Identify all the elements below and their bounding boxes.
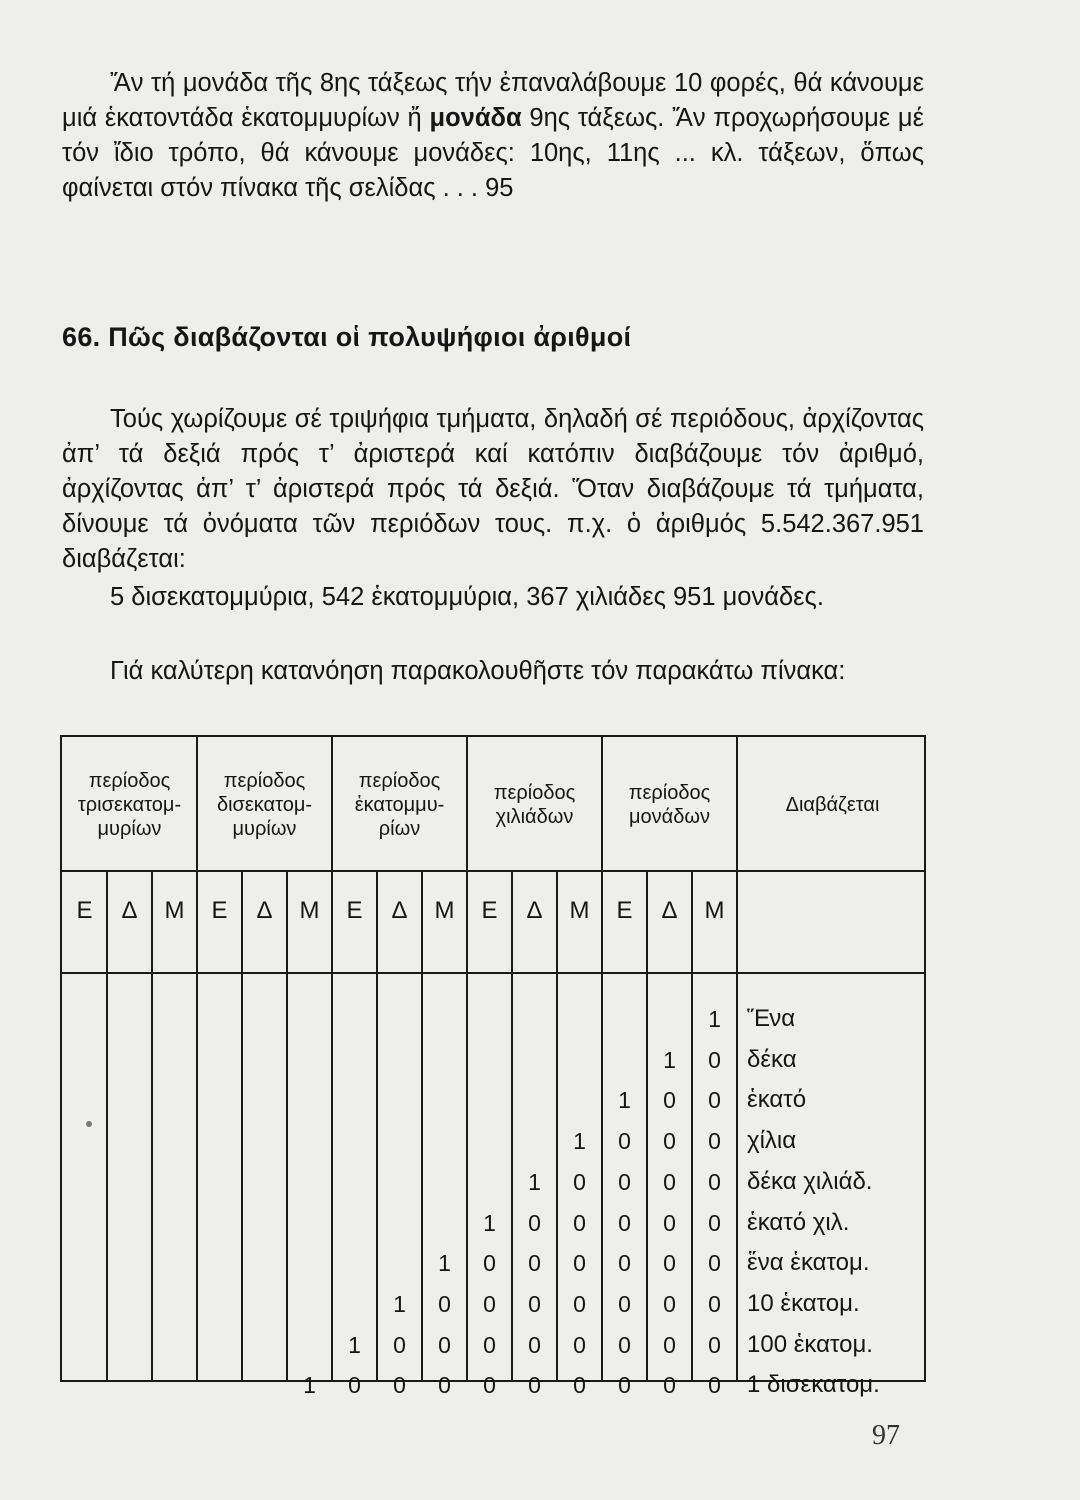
place-letter: Δ	[256, 897, 273, 924]
digit-cell: 0	[573, 1250, 586, 1277]
page-number: 97	[872, 1420, 900, 1451]
reading-word: ἑκατό	[747, 1086, 807, 1114]
digit-cell: 0	[663, 1209, 676, 1236]
digit-cell: 0	[618, 1128, 631, 1155]
header-line: ρίων	[378, 817, 421, 840]
digit-cell: 0	[663, 1331, 676, 1358]
place-letter: Δ	[391, 897, 408, 924]
digit-cell: 0	[348, 1372, 361, 1399]
table-row	[62, 999, 928, 1039]
place-letter: Ε	[211, 897, 228, 924]
header-line: τρισεκατομ-	[77, 793, 182, 816]
paragraph-ninth-order-text: Ἄν τή μονάδα τῆς 8ης τάξεως τήν ἐπαναλάβουμε 10 φορές, θά κάνουμε μιά ἑκατοντάδα ἑκατομμυρίων ἤ	[62, 69, 924, 132]
digit-cell: 1	[663, 1046, 676, 1073]
paragraph-example-reading: 5 δισεκατομμύρια, 542 ἑκατομμύρια, 367 χιλιάδες 951 μονάδες.	[110, 583, 824, 611]
digit-cell: 0	[483, 1290, 496, 1317]
bold-term-monada: μονάδα	[429, 104, 522, 132]
header-line: περίοδος	[223, 769, 306, 792]
table-row	[62, 1080, 928, 1120]
digit-cell: 0	[438, 1372, 451, 1399]
header-line: περίοδος	[88, 769, 171, 792]
digit-cell: 0	[573, 1372, 586, 1399]
digit-cell: 1	[618, 1087, 631, 1114]
digit-cell: 1	[573, 1128, 586, 1155]
digit-cell: 1	[393, 1290, 406, 1317]
digit-cell: 0	[618, 1250, 631, 1277]
digit-cell: 1	[483, 1209, 496, 1236]
digit-cell: 0	[663, 1128, 676, 1155]
place-letter: Μ	[299, 897, 320, 924]
digit-cell: 0	[528, 1372, 541, 1399]
digit-cell: 1	[303, 1372, 316, 1399]
digit-cell: 0	[663, 1250, 676, 1277]
digit-cell: 1	[708, 1006, 721, 1032]
table-row	[62, 1162, 928, 1202]
table-row	[62, 1121, 928, 1161]
period-header	[467, 737, 602, 872]
table-row	[62, 1203, 928, 1243]
paragraph-reading-rule: Τούς χωρίζουμε σέ τριψήφια τμήματα, δηλαδή σέ περιόδους, ἀρχίζοντας ἀπ’ τά δεξιά πρός τ’ ἀριστερά καί κατόπιν διαβάζουμε τόν ἀριθμό, ἀρχίζοντας ἀπ’ τ’ ἀριστερά πρός τά δεξιά. Ὅταν διαβάζουμε τά τμήματα, δίνουμε τά ὀνόματα τῶν περιόδων τους. π.χ. ὁ ἀριθμός 5.542.367.951 διαβάζεται:	[62, 405, 924, 573]
period-header	[602, 737, 737, 872]
reading-word: χίλια	[747, 1127, 797, 1155]
stray-mark	[86, 1121, 92, 1127]
paragraph-ninth-order-text-end: 9ης τάξεως. Ἄν προχωρήσουμε μέ τόν ἴδιο τρόπο, θά κάνουμε μονάδες: 10ης, 11ης ... κλ. τάξεων, ὅπως φαίνεται στόν πίνακα τῆς σελίδας . . . 95	[62, 104, 924, 202]
header-line: περίοδος	[358, 769, 441, 792]
reading-word: 10 ἑκατομ.	[747, 1289, 860, 1317]
table-row	[62, 1243, 928, 1283]
digit-cell: 0	[663, 1087, 676, 1114]
digit-cell: 0	[663, 1290, 676, 1317]
place-letter: Δ	[661, 897, 678, 924]
place-letter: Δ	[526, 897, 543, 924]
header-line: ἑκατομμυ-	[354, 793, 445, 816]
digit-cell: 0	[708, 1128, 721, 1155]
section-heading: 66. Πῶς διαβάζονται οἱ πολυψήφιοι ἀριθμοί	[62, 322, 632, 352]
digit-cell: 0	[393, 1372, 406, 1399]
digit-cell: 0	[573, 1331, 586, 1358]
digit-cell: 0	[708, 1168, 721, 1195]
place-letter: Ε	[346, 897, 363, 924]
header-line: μυρίων	[97, 817, 162, 840]
digit-cell: 0	[618, 1331, 631, 1358]
reading-word: δέκα χιλιάδ.	[747, 1167, 873, 1195]
digit-cell: 0	[573, 1290, 586, 1317]
digit-cell: 0	[528, 1209, 541, 1236]
reading-word: Ἕνα	[747, 1005, 796, 1032]
digit-cell: 0	[483, 1250, 496, 1277]
digit-cell: 0	[438, 1290, 451, 1317]
digit-cell: 1	[528, 1168, 541, 1195]
table-row	[62, 1365, 928, 1405]
header-line: μονάδων	[629, 805, 710, 828]
place-letter: Μ	[164, 897, 185, 924]
digit-cell: 0	[483, 1331, 496, 1358]
digit-cell: 0	[483, 1372, 496, 1399]
header-line: περίοδος	[628, 781, 711, 804]
digit-cell: 0	[663, 1372, 676, 1399]
digit-cell: 0	[708, 1331, 721, 1358]
digit-cell: 0	[708, 1250, 721, 1277]
reading-word: 1 δισεκατομ.	[747, 1371, 880, 1399]
place-letter: Ε	[481, 897, 498, 924]
digit-cell: 0	[618, 1209, 631, 1236]
paragraph-ninth-order	[62, 66, 924, 206]
place-letter: Ε	[616, 897, 633, 924]
reading-word: ἑκατό χιλ.	[747, 1208, 850, 1236]
digit-cell: 0	[528, 1331, 541, 1358]
digit-cell: 0	[528, 1290, 541, 1317]
period-header	[332, 737, 467, 872]
reading-header	[741, 737, 924, 872]
period-header	[197, 737, 332, 872]
digit-cell: 0	[708, 1087, 721, 1114]
digit-cell: 1	[438, 1250, 451, 1277]
reading-word: 100 ἑκατομ.	[747, 1330, 873, 1358]
table-row	[62, 1325, 928, 1365]
digit-cell: 0	[708, 1372, 721, 1399]
header-line: περίοδος	[493, 781, 576, 804]
place-letter: Ε	[76, 897, 93, 924]
digit-cell: 0	[618, 1290, 631, 1317]
digit-cell: 0	[663, 1168, 676, 1195]
digit-cell: 0	[438, 1331, 451, 1358]
period-header	[62, 737, 197, 872]
header-line: Διαβάζεται	[785, 793, 880, 816]
place-letter: Μ	[704, 897, 725, 924]
digit-cell: 0	[708, 1290, 721, 1317]
reading-word: δέκα	[747, 1045, 797, 1073]
header-line: μυρίων	[232, 817, 297, 840]
digit-cell: 0	[618, 1372, 631, 1399]
digit-cell: 0	[708, 1209, 721, 1236]
table-row	[62, 1040, 928, 1080]
digit-cell: 1	[348, 1331, 361, 1358]
paragraph-table-intro: Γιά καλύτερη κατανόηση παρακολουθῆστε τόν παρακάτω πίνακα:	[110, 657, 846, 685]
digit-cell: 0	[573, 1209, 586, 1236]
place-letter: Μ	[434, 897, 455, 924]
digit-cell: 0	[708, 1046, 721, 1073]
digit-cell: 0	[573, 1168, 586, 1195]
header-line: χιλιάδων	[495, 805, 574, 828]
table-letter-divider	[62, 972, 924, 974]
place-value-table	[60, 735, 926, 1399]
place-letter: Δ	[121, 897, 138, 924]
digit-cell: 0	[393, 1331, 406, 1358]
reading-word: ἕνα ἑκατομ.	[747, 1249, 870, 1277]
digit-cell: 0	[618, 1168, 631, 1195]
table-row	[62, 1284, 928, 1324]
header-line: δισεκατομ-	[216, 793, 313, 816]
place-letter: Μ	[569, 897, 590, 924]
digit-cell: 0	[528, 1250, 541, 1277]
